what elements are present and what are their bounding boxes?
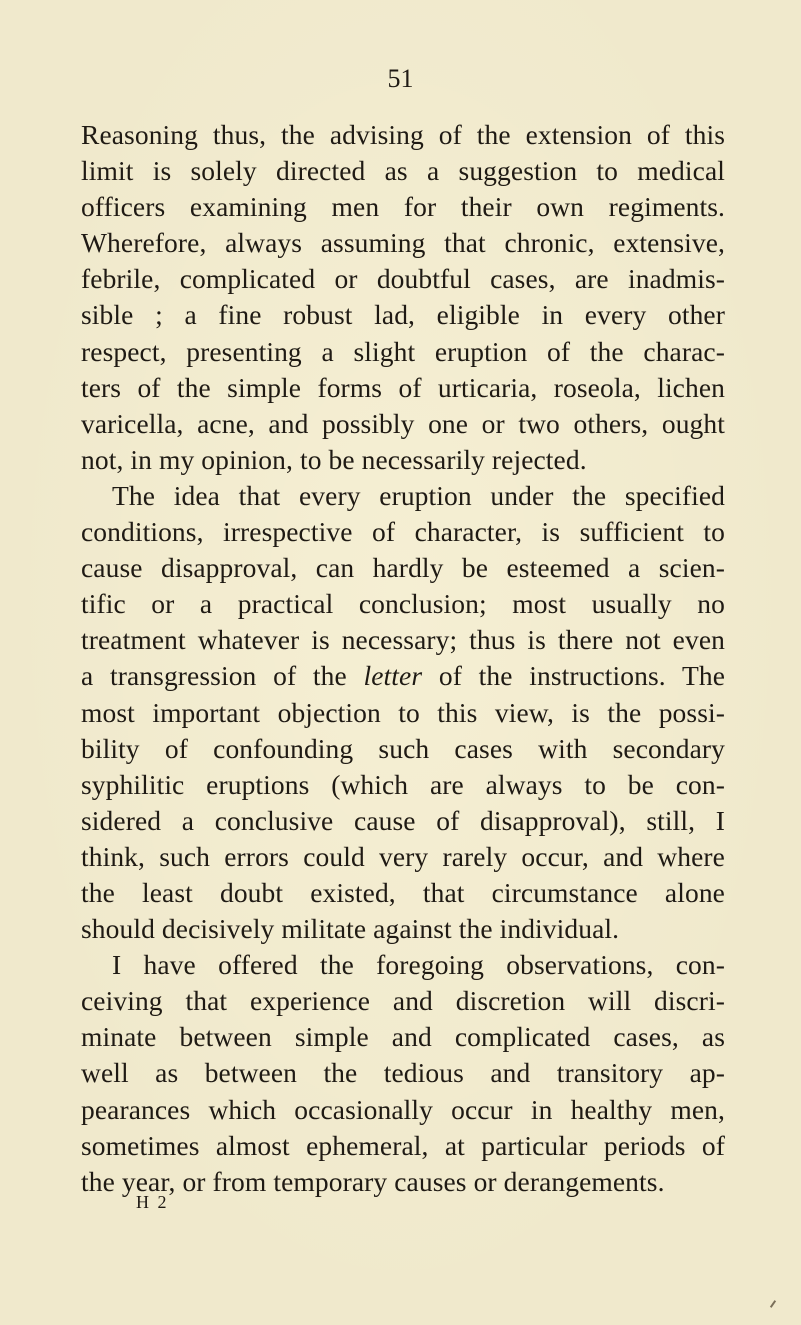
page-number: 51 bbox=[387, 64, 414, 93]
text-line: think, such errors could very rarely occur, and where bbox=[81, 840, 725, 872]
text-line: sidered a conclusive cause of disapproval), still, I bbox=[81, 804, 725, 836]
text-line: Wherefore, always assuming that chronic, extensive, bbox=[81, 227, 725, 259]
text-line: minate between simple and complicated cases, as bbox=[81, 1021, 725, 1053]
text-line: the least doubt existed, that circumstance alone bbox=[81, 876, 725, 908]
text-line: most important objection to this view, is the possi- bbox=[81, 696, 725, 728]
italic-word: letter bbox=[363, 660, 423, 692]
signature-mark: H 2 bbox=[136, 1192, 169, 1212]
text-line: sometimes almost ephemeral, at particular periods of bbox=[81, 1129, 725, 1161]
text-line: not, in my opinion, to be necessarily rejected. bbox=[81, 443, 587, 475]
text-line: conditions, irrespective of character, is sufficient to bbox=[81, 516, 725, 548]
text-segment: of the instructions. The bbox=[438, 660, 725, 692]
text-line: treatment whatever is necessary; thus is there not even bbox=[81, 624, 725, 656]
text-line: The idea that every eruption under the specified bbox=[112, 479, 725, 511]
text-line: febrile, complicated or doubtful cases, are inadmis- bbox=[81, 263, 725, 295]
text-line: limit is solely directed as a suggestion to medical bbox=[81, 155, 725, 187]
text-line: varicella, acne, and possibly one or two others, ought bbox=[81, 407, 725, 439]
text-line: sible ; a fine robust lad, eligible in every other bbox=[81, 299, 725, 331]
text-line: pearances which occasionally occur in healthy men, bbox=[81, 1093, 725, 1125]
text-line: I have offered the foregoing observations, con- bbox=[112, 949, 725, 981]
text-line: should decisively militate against the individual. bbox=[81, 913, 620, 945]
text-line: cause disapproval, can hardly be esteemed a scien- bbox=[81, 552, 725, 584]
text-line-mixed bbox=[81, 658, 725, 694]
text-line: bility of confounding such cases with secondary bbox=[81, 732, 725, 764]
stray-mark bbox=[770, 1300, 776, 1308]
body-text bbox=[81, 117, 725, 1200]
text-line: syphilitic eruptions (which are always to be con- bbox=[81, 768, 725, 800]
text-line: tific or a practical conclusion; most usually no bbox=[81, 588, 725, 620]
text-line: ceiving that experience and discretion will discri- bbox=[81, 985, 725, 1017]
text-line: officers examining men for their own regiments. bbox=[81, 191, 725, 223]
text-line: ters of the simple forms of urticaria, roseola, lichen bbox=[81, 371, 725, 403]
text-line: the year, or from temporary causes or derangements. bbox=[81, 1165, 665, 1197]
text-segment: a transgression of the bbox=[81, 660, 347, 692]
text-line: respect, presenting a slight eruption of the charac- bbox=[81, 335, 725, 367]
text-line: Reasoning thus, the advising of the extension of this bbox=[81, 119, 725, 150]
text-line: well as between the tedious and transitory ap- bbox=[81, 1057, 725, 1089]
